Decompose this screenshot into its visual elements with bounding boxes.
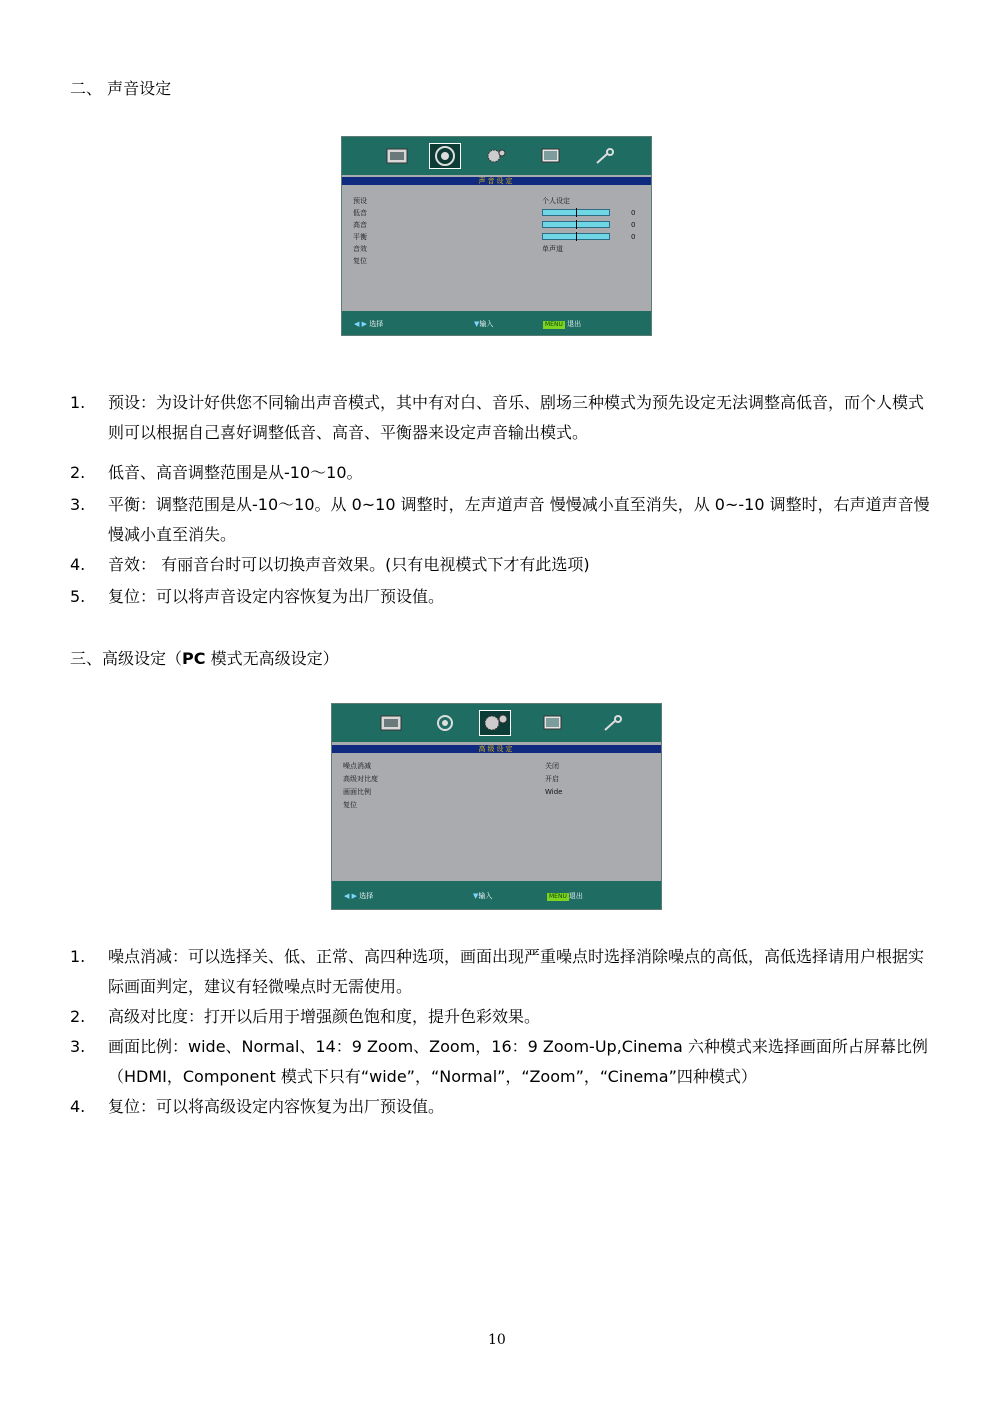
heading-text: 三、高级设定（ <box>70 649 183 668</box>
osd-row-label[interactable]: 音效 <box>353 245 367 253</box>
osd-title: 高级设定 <box>332 745 661 753</box>
settings-gear-icon <box>485 147 507 165</box>
item-number: 2. <box>70 1007 86 1026</box>
menu-key-badge: MENU <box>549 893 567 900</box>
osd-sound-menu <box>341 136 652 336</box>
osd-footer <box>342 311 651 335</box>
section-heading-sound: 二、 声音设定 <box>70 79 172 98</box>
osd-row-value: 0 <box>631 221 636 229</box>
osd-row-value: 0 <box>631 209 636 217</box>
item-number: 3. <box>70 495 86 514</box>
balance-slider[interactable] <box>542 233 610 240</box>
osd-title: 声音设定 <box>342 177 651 185</box>
osd-row-value: Wide <box>545 788 563 796</box>
osd-row-value: 单声道 <box>542 245 563 253</box>
wrench-icon <box>602 714 624 732</box>
item-text: 高级对比度：打开以后用于增强颜色饱和度，提升色彩效果。 <box>108 1007 541 1026</box>
item-number: 3. <box>70 1037 86 1056</box>
item-number: 4. <box>70 1097 86 1116</box>
osd-row-label[interactable]: 噪点消减 <box>343 762 371 770</box>
item-text: 低音、高音调整范围是从-10～10。 <box>108 463 363 482</box>
sound-icon <box>430 144 460 168</box>
left-right-arrow-icon: ◀ ▶ <box>344 892 357 900</box>
osd-icon-bar <box>342 137 651 175</box>
list-item <box>70 1092 930 1122</box>
osd-row-value: 个人设定 <box>542 197 570 205</box>
item-text: 复位：可以将声音设定内容恢复为出厂预设值。 <box>108 587 445 606</box>
list-item <box>70 550 930 580</box>
down-arrow-icon: ▼ <box>473 892 479 900</box>
picture-icon <box>380 714 402 732</box>
osd-row-label[interactable]: 画面比例 <box>343 788 371 796</box>
osd-footer <box>332 881 661 909</box>
item-text: 噪点消减：可以选择关、低、正常、高四种选项，画面出现严重噪点时选择消除噪点的高低，高低选择请用户根据实际画面判定，建议有轻微噪点时无需使用。 <box>108 947 925 996</box>
settings-gear-icon <box>480 711 510 735</box>
wrench-icon <box>594 147 616 165</box>
sound-icon <box>434 714 456 732</box>
item-text: 音效： 有丽音台时可以切换声音效果。(只有电视模式下才有此选项) <box>108 555 590 574</box>
osd-row-value: 关闭 <box>545 762 559 770</box>
osd-row-label[interactable]: 高音 <box>353 221 367 229</box>
menu-key-badge: MENU <box>545 321 563 328</box>
screen-icon <box>542 714 564 732</box>
item-number: 5. <box>70 587 86 606</box>
osd-row-label[interactable]: 高级对比度 <box>343 775 378 783</box>
list-item <box>70 582 930 612</box>
treble-slider[interactable] <box>542 221 610 228</box>
heading-text: 模式无高级设定） <box>205 649 339 668</box>
item-text: 画面比例：wide、Normal、14：9 Zoom、Zoom，16：9 Zoom-Up,Cinema 六种模式来选择画面所占屏幕比例（HDMI，Component 模式下只有“wide”，“Normal”，“Zoom”，“Cinema”四种模式） <box>108 1037 928 1086</box>
osd-row-label[interactable]: 预设 <box>353 197 367 205</box>
osd-icon-bar <box>332 704 661 742</box>
list-item <box>70 1002 930 1032</box>
down-arrow-icon: ▼ <box>474 320 480 328</box>
item-text: 复位：可以将高级设定内容恢复为出厂预设值。 <box>108 1097 445 1116</box>
list-item <box>70 388 930 448</box>
footer-exit-label: 退出 <box>568 892 583 900</box>
footer-select-label: 选择 <box>359 892 374 900</box>
list-item <box>70 458 930 488</box>
item-text: 预设：为设计好供您不同输出声音模式，其中有对白、音乐、剧场三种模式为预先设定无法调整高低音，而个人模式则可以根据自己喜好调整低音、高音、平衡器来设定声音输出模式。 <box>108 393 925 442</box>
osd-row-label[interactable]: 复位 <box>353 257 367 265</box>
footer-enter-label: 输入 <box>479 320 494 328</box>
heading-bold-text: PC <box>182 649 206 668</box>
item-number: 4. <box>70 555 86 574</box>
item-number: 2. <box>70 463 86 482</box>
item-number: 1. <box>70 393 86 412</box>
footer-enter-label: 输入 <box>478 892 493 900</box>
picture-icon <box>386 147 408 165</box>
footer-exit-label: 退出 <box>567 320 582 328</box>
bass-slider[interactable] <box>542 209 610 216</box>
footer-select-label: 选择 <box>369 320 384 328</box>
item-number: 1. <box>70 947 86 966</box>
list-item <box>70 942 930 1002</box>
osd-row-value: 开启 <box>545 775 559 783</box>
osd-advanced-menu <box>331 703 662 910</box>
screen-icon <box>540 147 562 165</box>
section-heading-advanced <box>70 646 339 669</box>
list-item <box>70 490 930 550</box>
osd-row-label[interactable]: 平衡 <box>353 233 367 241</box>
osd-row-value: 0 <box>631 233 636 241</box>
list-item <box>70 1032 930 1092</box>
page-number: 10 <box>488 1332 506 1348</box>
item-text: 平衡：调整范围是从-10～10。从 0~10 调整时，左声道声音 慢慢减小直至消失，从 0~-10 调整时，右声道声音慢慢减小直至消失。 <box>108 495 930 544</box>
osd-row-label[interactable]: 低音 <box>353 209 367 217</box>
left-right-arrow-icon: ◀ ▶ <box>354 320 367 328</box>
osd-row-label[interactable]: 复位 <box>343 801 357 809</box>
